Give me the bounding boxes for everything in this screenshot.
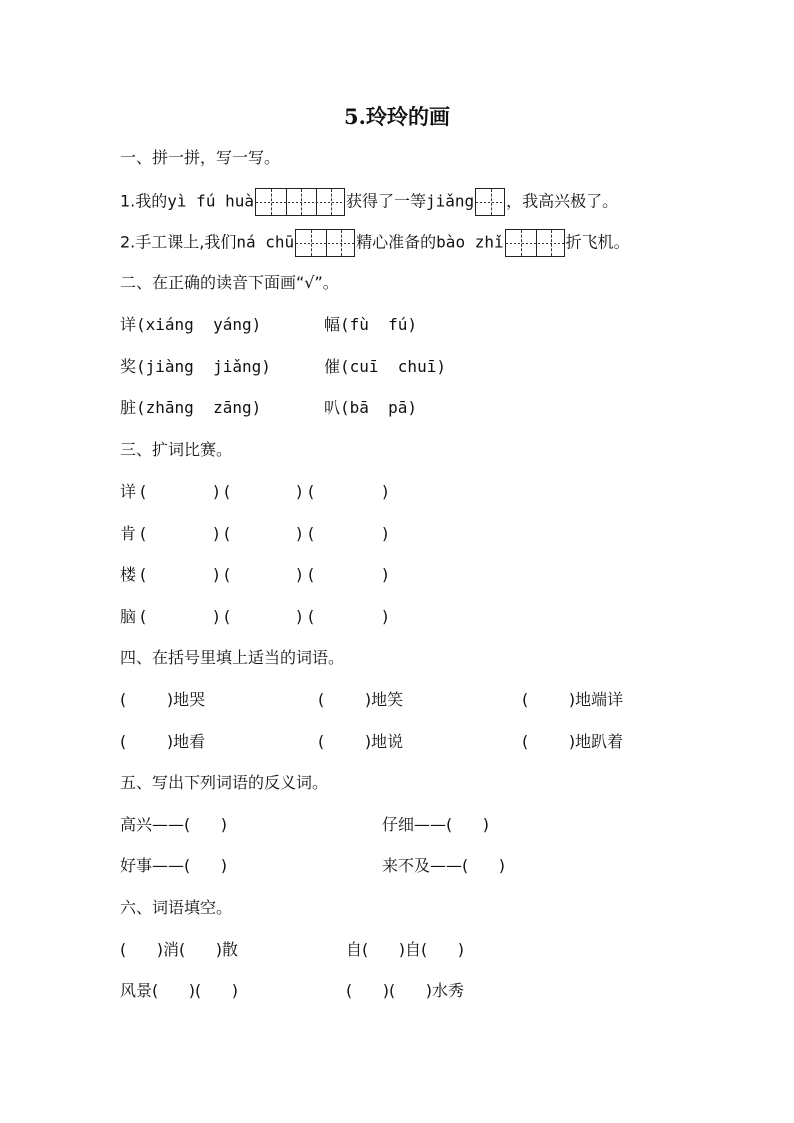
question-1-1: [120, 188, 618, 216]
antonym-item: 来不及——( ): [382, 856, 506, 875]
q1-text-b: 获得了一等: [345, 191, 426, 211]
paren-open: (: [308, 607, 315, 626]
antonym-item: 好事——( ): [120, 856, 228, 875]
writing-grid-nachu[interactable]: [295, 229, 355, 257]
q1-text-a: 1.我的: [120, 191, 168, 211]
expand-char: 脑: [120, 607, 137, 626]
q2-text-c: 折飞机。: [565, 232, 630, 252]
pinyin-choice: 详(xiáng yáng): [120, 315, 262, 334]
q2-pinyin-1: ná chū: [236, 232, 295, 252]
paren-open: (: [224, 607, 231, 626]
idiom-blank: ( )消( )散: [120, 940, 239, 959]
expand-char: 肯: [120, 524, 137, 543]
paren-open: (: [224, 565, 231, 584]
q2-pinyin-2: bào zhǐ: [436, 232, 504, 252]
section-1-heading: 一、拼一拼，写一写。: [120, 148, 281, 167]
idiom-blank: ( )( )水秀: [346, 981, 465, 1000]
paren-open: (: [308, 482, 315, 501]
q1-pinyin-2: jiǎng: [426, 191, 475, 211]
paren-open: (: [224, 482, 231, 501]
fill-blank: ( )地说: [318, 732, 404, 751]
paren-close: ): [296, 565, 303, 584]
paren-close: ): [296, 482, 303, 501]
paren-open: (: [140, 524, 147, 543]
paren-close: ): [213, 524, 220, 543]
expand-char: 详: [120, 482, 137, 501]
q1-text-c: ，我高兴极了。: [506, 191, 619, 211]
section-3-heading: 三、扩词比赛。: [120, 440, 233, 459]
antonym-item: 高兴——( ): [120, 815, 228, 834]
paren-close: ): [382, 607, 389, 626]
paren-open: (: [224, 524, 231, 543]
paren-close: ): [296, 607, 303, 626]
page-title: 5.玲玲的画: [344, 104, 450, 129]
q1-pinyin-1: yì fú huà: [167, 191, 254, 211]
pinyin-choice: 幅(fù fú): [324, 315, 418, 334]
question-1-2: [120, 229, 630, 257]
fill-blank: ( )地趴着: [522, 732, 624, 751]
pinyin-choice: 脏(zhāng zāng): [120, 398, 262, 417]
expand-char: 楼: [120, 565, 137, 584]
section-5-heading: 五、写出下列词语的反义词。: [120, 773, 329, 792]
paren-open: (: [308, 524, 315, 543]
pinyin-choice: 催(cuī chuī): [324, 357, 446, 376]
paren-close: ): [382, 524, 389, 543]
paren-open: (: [308, 565, 315, 584]
fill-blank: ( )地哭: [120, 690, 206, 709]
paren-close: ): [382, 565, 389, 584]
q2-text-b: 精心准备的: [356, 232, 437, 252]
section-2-heading: 二、在正确的读音下面画“√”。: [120, 273, 339, 292]
paren-close: ): [382, 482, 389, 501]
q2-text-a: 2.手工课上,我们: [120, 232, 237, 252]
pinyin-choice: 叭(bā pā): [324, 398, 418, 417]
section-6-heading: 六、词语填空。: [120, 898, 233, 917]
paren-close: ): [213, 607, 220, 626]
paren-close: ): [296, 524, 303, 543]
paren-open: (: [140, 482, 147, 501]
fill-blank: ( )地看: [120, 732, 206, 751]
paren-open: (: [140, 565, 147, 584]
fill-blank: ( )地笑: [318, 690, 404, 709]
antonym-item: 仔细——( ): [382, 815, 490, 834]
writing-grid-jiang[interactable]: [475, 188, 505, 216]
idiom-blank: 风景( )( ): [120, 981, 239, 1000]
pinyin-choice: 奖(jiàng jiǎng): [120, 357, 271, 376]
writing-grid-yifuhua[interactable]: [255, 188, 345, 216]
paren-close: ): [213, 565, 220, 584]
idiom-blank: 自( )自( ): [346, 940, 465, 959]
paren-open: (: [140, 607, 147, 626]
paren-close: ): [213, 482, 220, 501]
section-4-heading: 四、在括号里填上适当的词语。: [120, 648, 345, 667]
fill-blank: ( )地端详: [522, 690, 624, 709]
writing-grid-baozhi[interactable]: [505, 229, 565, 257]
